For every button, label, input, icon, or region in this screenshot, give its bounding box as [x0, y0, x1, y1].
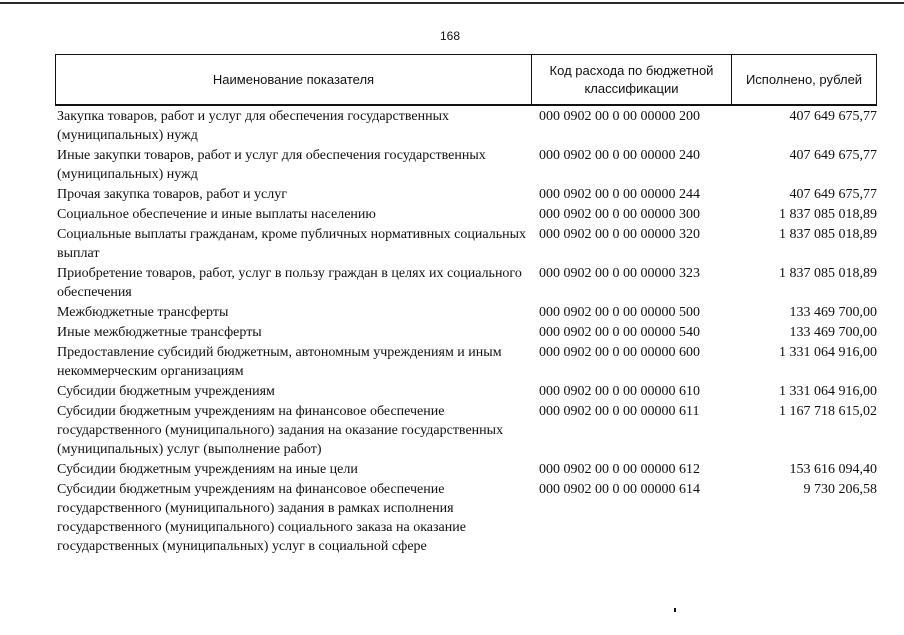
row-amount: 1 837 085 018,89	[779, 227, 877, 242]
row-name: Прочая закупка товаров, работ и услуг	[57, 187, 287, 202]
row-name: Предоставление субсидий бюджетным, автономным учреждениям и иным некоммерческим организациям	[57, 345, 502, 379]
table-row	[57, 225, 879, 263]
row-code: 000 0902 00 0 00 00000 614	[539, 482, 700, 497]
row-amount: 1 331 064 916,00	[779, 345, 877, 360]
row-code: 000 0902 00 0 00 00000 240	[539, 148, 700, 163]
row-name: Субсидии бюджетным учреждениям на финансовое обеспечение государственного (муниципального) задания на оказание государственных (муниципальных) услуг (выполнение работ)	[57, 404, 504, 457]
table-row	[57, 107, 879, 145]
row-code: 000 0902 00 0 00 00000 611	[539, 404, 700, 419]
table-row	[57, 460, 879, 479]
table-row	[57, 323, 879, 342]
row-name: Межбюджетные трансферты	[57, 305, 229, 320]
row-name: Закупка товаров, работ и услуг для обеспечения государственных (муниципальных) нужд	[57, 109, 450, 143]
table-row	[57, 146, 879, 184]
row-amount: 133 469 700,00	[789, 325, 877, 340]
page-number: 168	[439, 29, 461, 43]
row-amount: 407 649 675,77	[789, 109, 877, 124]
row-name: Субсидии бюджетным учреждениям	[57, 384, 275, 399]
row-amount: 153 616 094,40	[789, 462, 877, 477]
table-row	[57, 343, 879, 381]
row-code: 000 0902 00 0 00 00000 500	[539, 305, 700, 320]
row-name: Субсидии бюджетным учреждениям на иные цели	[57, 462, 358, 477]
scan-speck	[674, 608, 676, 612]
header-name: Наименование показателя	[56, 55, 532, 104]
row-amount: 9 730 206,58	[803, 482, 877, 497]
row-name: Приобретение товаров, работ, услуг в пользу граждан в целях их социального обеспечения	[57, 266, 522, 300]
row-amount: 1 331 064 916,00	[779, 384, 877, 399]
table-row	[57, 205, 879, 224]
table-row	[57, 264, 879, 302]
row-code: 000 0902 00 0 00 00000 244	[539, 187, 700, 202]
table-row	[57, 480, 879, 556]
row-code: 000 0902 00 0 00 00000 200	[539, 109, 700, 124]
table-row	[57, 382, 879, 401]
row-name: Социальные выплаты гражданам, кроме публичных нормативных социальных выплат	[57, 227, 526, 261]
row-amount: 1 167 718 615,02	[779, 404, 877, 419]
row-code: 000 0902 00 0 00 00000 612	[539, 462, 700, 477]
row-amount: 1 837 085 018,89	[779, 207, 877, 222]
table-header	[55, 54, 877, 106]
row-code: 000 0902 00 0 00 00000 540	[539, 325, 700, 340]
row-amount: 133 469 700,00	[789, 305, 877, 320]
row-code: 000 0902 00 0 00 00000 320	[539, 227, 700, 242]
row-name: Иные межбюджетные трансферты	[57, 325, 262, 340]
row-name: Социальное обеспечение и иные выплаты населению	[57, 207, 376, 222]
row-name: Иные закупки товаров, работ и услуг для обеспечения государственных (муниципальных) нужд	[57, 148, 486, 182]
row-code: 000 0902 00 0 00 00000 300	[539, 207, 700, 222]
row-amount: 407 649 675,77	[789, 187, 877, 202]
table-row	[57, 185, 879, 204]
row-code: 000 0902 00 0 00 00000 323	[539, 266, 700, 281]
header-code: Код расхода по бюджетной классификации	[532, 55, 732, 104]
row-code: 000 0902 00 0 00 00000 610	[539, 384, 700, 399]
table-body	[57, 107, 879, 557]
row-name: Субсидии бюджетным учреждениям на финансовое обеспечение государственного (муниципального) задания в рамках исполнения государственного (муниципального) социального заказа на оказание государственных (муниципальных) услуг в социальной сфере	[57, 482, 466, 554]
row-amount: 407 649 675,77	[789, 148, 877, 163]
row-amount: 1 837 085 018,89	[779, 266, 877, 281]
table-row	[57, 303, 879, 322]
table-row	[57, 402, 879, 459]
header-amount: Исполнено, рублей	[745, 71, 863, 87]
top-border-line	[0, 2, 904, 4]
row-code: 000 0902 00 0 00 00000 600	[539, 345, 700, 360]
